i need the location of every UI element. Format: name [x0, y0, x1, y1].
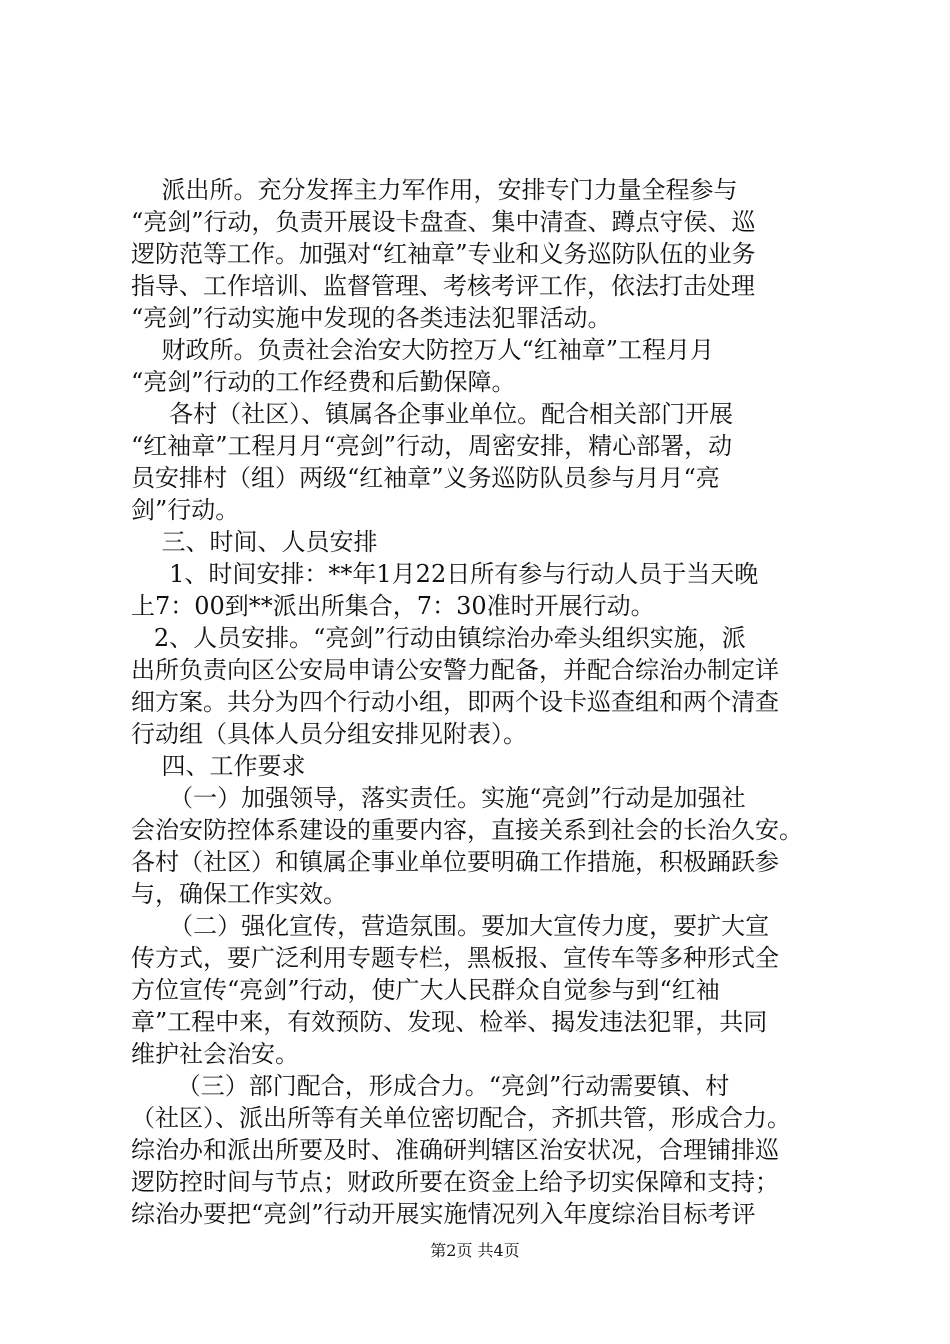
- text-line: （一）加强领导，落实责任。实施“亮剑”行动是加强社: [131, 784, 746, 812]
- text-line: 综治办要把“亮剑”行动开展实施情况列入年度综治目标考评: [131, 1200, 756, 1228]
- text-line: 与，确保工作实效。: [131, 880, 347, 908]
- text-line: 会治安防控体系建设的重要内容，直接关系到社会的长治久安。: [131, 816, 803, 844]
- text-line: 1、时间安排：**年1月22日所有参与行动人员于当天晚: [131, 560, 759, 588]
- text-line: 各村（社区）、镇属各企事业单位。配合相关部门开展: [131, 400, 734, 428]
- document-body: [131, 174, 836, 1230]
- text-line: 派出所。充分发挥主力军作用，安排专门力量全程参与: [131, 176, 738, 204]
- text-line: 四、工作要求: [131, 752, 306, 780]
- text-line: “亮剑”行动，负责开展设卡盘查、集中清查、蹲点守侯、巡: [131, 208, 756, 236]
- text-line: 员安排村（组）两级“红袖章”义务巡防队员参与月月“亮: [131, 464, 720, 492]
- text-line: 逻防范等工作。加强对“红袖章”专业和义务巡防队伍的业务: [131, 240, 756, 268]
- text-line: 剑”行动。: [131, 496, 240, 524]
- text-line: 细方案。共分为四个行动小组，即两个设卡巡查组和两个清查: [131, 688, 779, 716]
- text-line: （社区）、派出所等有关单位密切配合，齐抓共管，形成合力。: [131, 1104, 791, 1132]
- text-line: 行动组（具体人员分组安排见附表）。: [131, 720, 527, 748]
- text-line: 维护社会治安。: [131, 1040, 299, 1068]
- text-line: 逻防控时间与节点；财政所要在资金上给予切实保障和支持；: [131, 1168, 779, 1196]
- text-line: 三、时间、人员安排: [131, 528, 378, 556]
- text-line: 各村（社区）和镇属企事业单位要明确工作措施，积极踊跃参: [131, 848, 779, 876]
- text-line: 章”工程中来，有效预防、发现、检举、揭发违法犯罪，共同: [131, 1008, 768, 1036]
- text-line: （三）部门配合，形成合力。“亮剑”行动需要镇、村: [131, 1072, 730, 1100]
- text-line: 2、人员安排。“亮剑”行动由镇综治办牵头组织实施，派: [131, 624, 746, 652]
- text-line: 指导、工作培训、监督管理、考核考评工作，依法打击处理: [131, 272, 755, 300]
- page-footer: 第2页 共4页: [430, 1241, 520, 1260]
- text-line: 方位宣传“亮剑”行动，使广大人民群众自觉参与到“红袖: [131, 976, 720, 1004]
- text-line: 综治办和派出所要及时、准确研判辖区治安状况，合理铺排巡: [131, 1136, 779, 1164]
- text-line: “亮剑”行动的工作经费和后勤保障。: [131, 368, 516, 396]
- text-line: “红袖章”工程月月“亮剑”行动，周密安排，精心部署，动: [131, 432, 733, 460]
- text-line: （二）强化宣传，营造氛围。要加大宣传力度，要扩大宣: [131, 912, 770, 940]
- text-line: 上7：00到**派出所集合，7：30准时开展行动。: [131, 592, 655, 620]
- text-line: 财政所。负责社会治安大防控万人“红袖章”工程月月: [131, 336, 715, 364]
- text-line: 出所负责向区公安局申请公安警力配备，并配合综治办制定详: [131, 656, 779, 684]
- text-line: 传方式，要广泛利用专题专栏，黑板报、宣传车等多种形式全: [131, 944, 779, 972]
- text-line: “亮剑”行动实施中发现的各类违法犯罪活动。: [131, 304, 612, 332]
